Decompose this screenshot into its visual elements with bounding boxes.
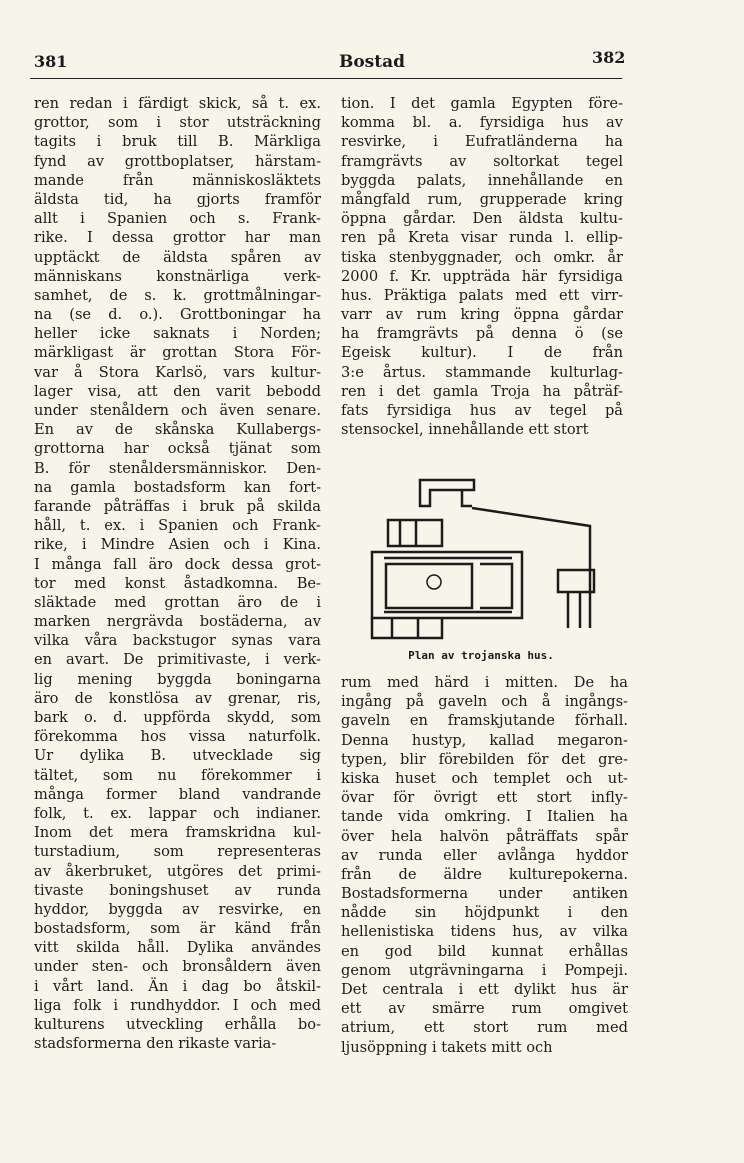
plan-top-wing [420,480,474,506]
plan-lower-rooms [372,618,442,638]
text-line: mande från människosläktets [34,171,321,189]
text-line: I många fall äro dock dessa grot- [34,555,321,573]
text-line: heller icke saknats i Norden; [34,325,321,343]
text-line: komma bl. a. fyrsidiga hus av [341,114,623,132]
text-line: stensockel, innehållande ett stort [341,421,589,439]
text-line: kulturens utveckling erhålla bo- [34,1016,321,1033]
text-line: i vårt land. Än i dag bo åtskil- [34,977,321,995]
text-line: tagits i bruk till B. Märkliga [34,133,321,151]
text-line: äro de konstlösa av grenar, ris, [34,689,321,707]
text-line: ljusöppning i takets mitt och [341,1038,553,1056]
text-line: äldsta tid, ha gjorts framför [34,190,321,208]
text-line: var å Stora Karlsö, vars kultur- [34,363,321,381]
text-line: liga folk i rundhyddor. I och med [34,996,321,1014]
text-line: B. för stenåldersmänniskor. Den- [34,459,321,477]
text-line: Inom det mera framskridna kul- [34,824,321,842]
text-line: genom utgrävningarna i Pompeji. [341,961,628,979]
text-line: nådde sin höjdpunkt i den [341,904,628,922]
hearth [427,575,441,589]
text-line: en god bild kunnat erhållas [341,942,628,960]
text-line: hyddor, byggda av resvirke, en [34,900,321,918]
troy-house-plan-figure [362,468,602,643]
text-line: Ur dylika B. utvecklade sig [34,747,321,765]
text-line: gaveln en framskjutande förhall. [341,712,628,730]
text-line: resvirke, i Eufratländerna ha [341,133,623,151]
text-line: öppna gårdar. Den äldsta kultu- [341,210,623,228]
text-line: förekomma hos vissa naturfolk. [34,728,321,746]
text-line: upptäckt de äldsta spåren av [34,248,321,266]
text-line: allt i Spanien och s. Frank- [34,210,321,228]
page-title: Bostad [338,52,406,72]
text-line: övar för övrigt ett stort infly- [341,789,628,807]
text-line: av runda eller avlånga hyddor [341,846,628,864]
header-rule [30,78,622,79]
text-line: farande påträffas i bruk på skilda [34,497,321,515]
plan-upper-rooms [388,520,442,546]
text-line: tiska stenbyggnader, och omkr. år [341,248,623,266]
text-line: vitt skilda håll. Dylika användes [34,939,321,957]
text-line: mångfald rum, grupperade kring [341,190,623,208]
text-line: fynd av grottboplatser, härstam- [34,152,321,170]
text-line: under stenåldern och även senare. [34,402,321,419]
text-line: vilka våra backstugor synas vara [34,632,321,650]
text-line: märkligast är grottan Stora För- [34,344,321,362]
text-line: Bostadsformerna under antiken [341,885,628,903]
text-line: Det centrala i ett dylikt hus är [341,981,628,998]
text-line: rum med härd i mitten. De ha [341,674,628,691]
page-number-left: 381 [34,52,68,71]
text-line: släktade med grottan äro de i [34,593,321,611]
text-line: samhet, de s. k. grottmålningar- [34,286,321,304]
text-line: ren redan i färdigt skick, så t. ex. [34,95,321,112]
text-line: ren på Kreta visar runda l. ellip- [341,229,623,247]
text-line: grottor, som i stor utsträckning [34,114,321,132]
text-line: varr av rum kring öppna gårdar [341,306,623,324]
text-line: under sten- och bronsåldern även [34,958,321,976]
text-line: typen, blir förebilden för det gre- [341,750,628,768]
plan-long-wall [472,508,590,628]
text-line: tältet, som nu förekommer i [34,766,321,784]
text-line: människans konstnärliga verk- [34,267,321,285]
text-line: från de äldre kulturepokerna. [341,865,628,883]
plan-connector [462,490,472,506]
text-line: framgrävts av soltorkat tegel [341,152,623,170]
text-line: ha framgrävts på denna ö (se [341,325,623,343]
text-line: många former bland vandrande [34,785,321,803]
text-line: tor med konst åstadkomna. Be- [34,574,321,592]
text-line: ingång på gaveln och å ingångs- [341,693,628,711]
text-line: kiska huset och templet och ut- [341,769,628,787]
text-line: na (se d. o.). Grottboningar ha [34,306,321,324]
text-line: 2000 f. Kr. uppträda här fyrsidiga [341,267,623,285]
page-number-right: 382 [592,48,626,67]
text-line: bostadsform, som är känd från [34,920,321,938]
text-line: tande vida omkring. I Italien ha [341,808,628,826]
text-line: lig mening byggda boningarna [34,670,321,688]
text-line: byggda palats, innehållande en [341,171,623,189]
text-line: Egeisk kultur). I de från [341,344,623,362]
text-line: tion. I det gamla Egypten före- [341,95,623,112]
text-line: marken nergrävda bostäderna, av [34,613,321,631]
text-line: 3:e årtus. stammande kulturlag- [341,363,623,381]
text-line: turstadium, som representeras [34,843,321,861]
plan-side-annex [558,570,594,628]
text-line: stadsformerna den rikaste varia- [34,1035,277,1053]
text-line: håll, t. ex. i Spanien och Frank- [34,517,321,535]
text-line: en avart. De primitivaste, i verk- [34,651,321,669]
text-line: fats fyrsidiga hus av tegel på [341,402,623,419]
plan-right-room [480,564,512,608]
text-line: bark o. d. uppförda skydd, som [34,709,321,726]
text-line: lager visa, att den varit bebodd [34,382,321,400]
text-line: av åkerbruket, utgöres det primi- [34,862,321,880]
text-line: En av de skånska Kullabergs- [34,421,321,439]
right-column-bottom [341,673,628,1057]
text-line: atrium, ett stort rum med [341,1019,628,1037]
figure-caption: Plan av trojanska hus. [408,649,554,662]
text-line: tivaste boningshuset av runda [34,881,321,899]
text-line: Denna hustyp, kallad megaron- [341,731,628,749]
text-line: över hela halvön påträffats spår [341,827,628,845]
text-line: ren i det gamla Troja ha påträf- [341,382,623,400]
right-column-top [341,94,623,439]
text-line: grottorna har också tjänat som [34,440,321,458]
text-line: rike. I dessa grottor har man [34,229,321,247]
text-line: folk, t. ex. lappar och indianer. [34,804,321,822]
text-line: ett av smärre rum omgivet [341,1000,628,1018]
text-line: hellenistiska tidens hus, av vilka [341,923,628,941]
text-line: rike, i Mindre Asien och i Kina. [34,536,321,554]
left-column [34,94,321,1053]
text-line: na gamla bostadsform kan fort- [34,478,321,496]
text-line: hus. Präktiga palats med ett virr- [341,286,623,304]
